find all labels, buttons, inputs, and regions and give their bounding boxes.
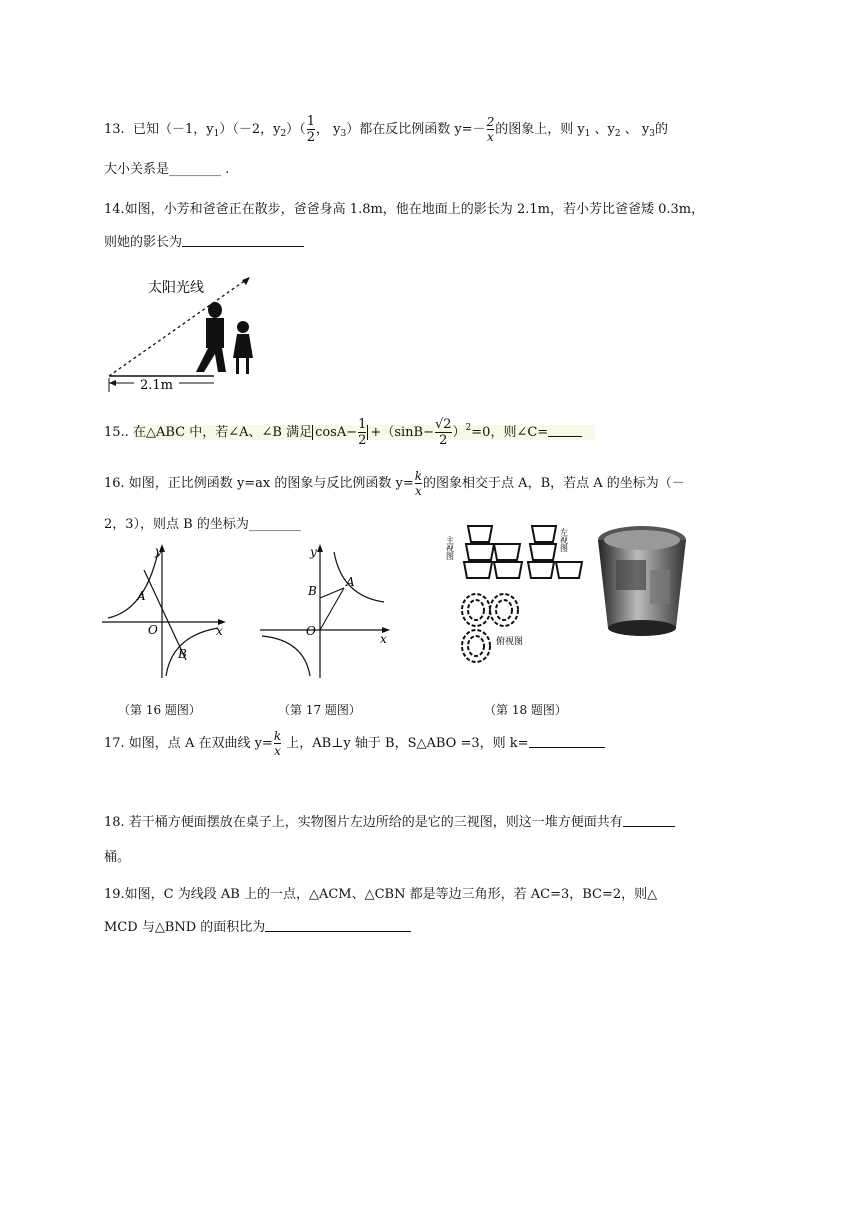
figure-18-views	[446, 518, 591, 696]
svg-text:x: x	[380, 632, 387, 646]
svg-text:y: y	[310, 545, 317, 559]
caption-fig18: （第 18 题图）	[484, 703, 567, 717]
q15-answer-blank[interactable]	[548, 424, 582, 437]
q13-func-fraction: $\frac{2}{x}$	[486, 115, 495, 144]
q13-line2: 大小关系是________ .	[104, 162, 230, 177]
q19-answer-blank[interactable]	[265, 919, 411, 932]
q13-fraction: $\frac{1}{2}$	[306, 114, 315, 145]
q13-line1: 13. 已知（－1，$y_1)(-2$，$y_2$）（ $\frac{1}{2}$ ， $y_3$）都在反比例函数 y=－ $\frac{2}{x}$ 的图象上，则 $y_1$ 、$y_2$ 、 $y_3$的	[104, 114, 668, 145]
noodle-cup-photo	[594, 522, 690, 638]
main-view	[464, 526, 522, 578]
q19-line2: MCD 与△BND 的面积比为	[104, 916, 411, 935]
q16-line2: 2，3），则点 B 的坐标为________	[104, 517, 301, 532]
q16-line1: 16. 如图，正比例函数 y=ax 的图象与反比例函数 y= $\frac{k}{x}$ 的图象相交于点 A，B，若点 A 的坐标为（－	[104, 469, 685, 498]
sunlight-label: 太阳光线	[148, 280, 204, 296]
svg-text:A: A	[346, 575, 355, 589]
figure-17	[258, 540, 398, 680]
svg-text:俯视图: 俯视图	[496, 637, 524, 647]
svg-text:B: B	[308, 584, 317, 598]
shadow-length-label: 2.1m	[140, 378, 174, 393]
q17-answer-blank[interactable]	[529, 735, 605, 748]
q15-line: 15.. 在△ABC 中，若∠A、∠B 满足 cosA− $\frac{1}{2}$ +（sinB− $\frac{√2}{2}$ ）$^2$=0，则∠C=	[104, 418, 595, 447]
q18-line2: 桶。	[104, 850, 131, 865]
figure-16	[100, 540, 230, 680]
q19-line1: 19.如图，C 为线段 AB 上的一点，△ACM、△CBN 都是等边三角形，若 AC=3，BC=2，则△	[104, 887, 658, 902]
svg-text:O: O	[306, 624, 316, 638]
caption-fig16: （第 16 题图）	[118, 703, 201, 717]
q14-figure	[104, 272, 264, 394]
q14-line2: 则她的影长为	[104, 231, 304, 250]
top-view	[462, 594, 518, 662]
daughter-figure	[233, 321, 253, 374]
svg-text:左视图: 左视图	[559, 528, 569, 552]
q15-frac1: $\frac{1}{2}$	[358, 417, 367, 448]
svg-text:O: O	[148, 623, 158, 637]
caption-fig17: （第 17 题图）	[278, 703, 361, 717]
svg-text:A: A	[137, 589, 146, 603]
father-figure	[196, 302, 226, 372]
q15-highlight: 在△ABC 中，若∠A、∠B 满足 cosA− $\frac{1}{2}$ +（sinB− $\frac{√2}{2}$ ）$^2$=0，则∠C=	[133, 425, 595, 440]
svg-text:x: x	[216, 624, 223, 638]
q17-fraction: $\frac{k}{x}$	[273, 729, 282, 758]
svg-text:y: y	[155, 544, 162, 558]
svg-text:主视图: 主视图	[446, 536, 455, 560]
q16-fraction: $\frac{k}{x}$	[414, 469, 423, 498]
q18-line1: 18. 若干桶方便面摆放在桌子上，实物图片左边所给的是它的三视图，则这一堆方便面共有	[104, 811, 675, 830]
q14-answer-blank[interactable]	[182, 234, 304, 247]
q17-line: 17. 如图，点 A 在双曲线 y= $\frac{k}{x}$ 上，AB⊥y 轴于 B，S△ABO =3，则 k=	[104, 730, 605, 757]
svg-text:B: B	[178, 647, 187, 661]
left-view	[528, 526, 582, 578]
q18-answer-blank[interactable]	[623, 814, 675, 827]
q14-line1: 14.如图，小芳和爸爸正在散步，爸爸身高 1.8m，他在地面上的影长为 2.1m，若小芳比爸爸矮 0.3m，	[104, 202, 705, 217]
q15-frac2: $\frac{√2}{2}$	[434, 417, 452, 448]
